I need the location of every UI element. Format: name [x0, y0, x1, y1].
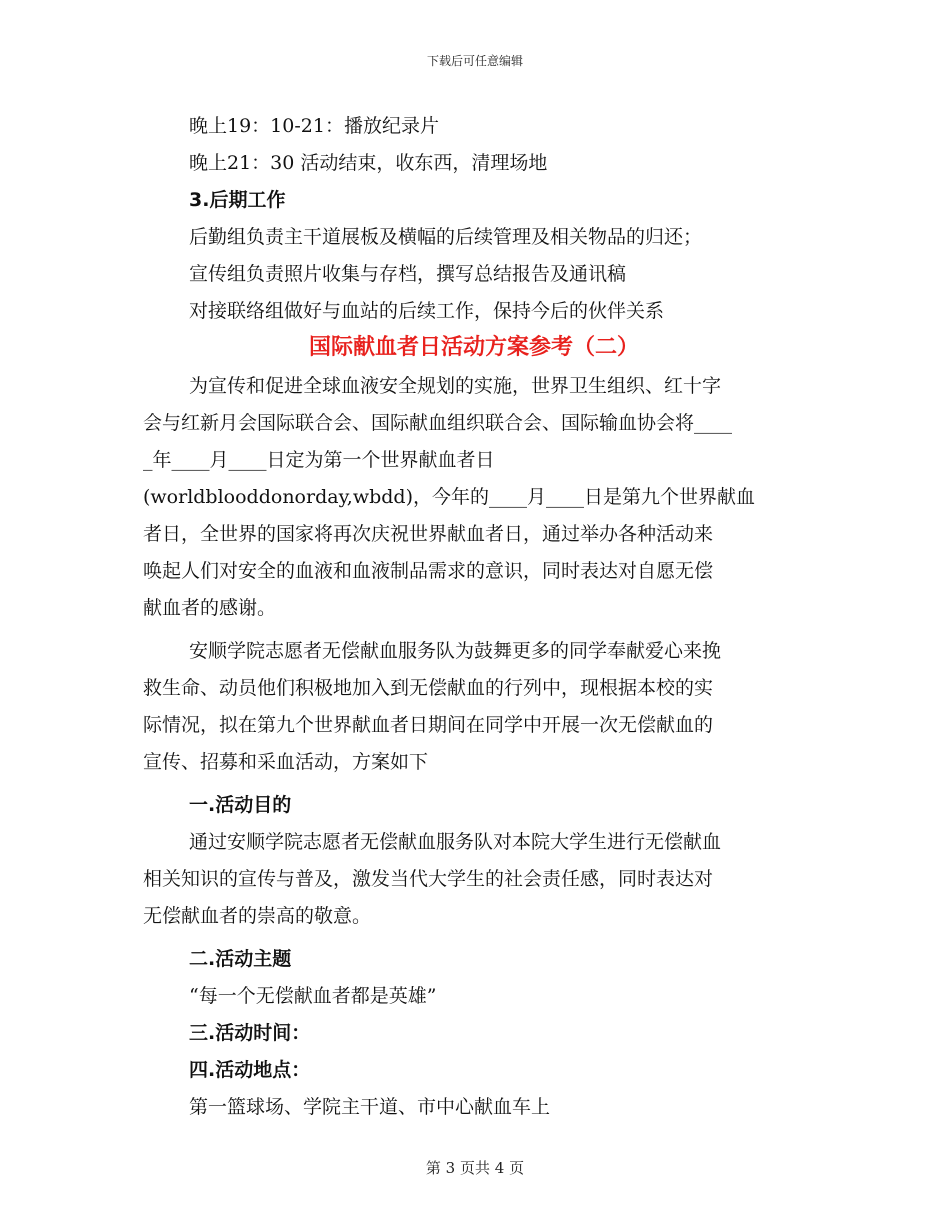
post-work-item: 对接联络组做好与血站的后续工作，保持今后的伙伴关系	[189, 300, 665, 322]
section-heading-purpose: 一.活动目的	[189, 794, 292, 816]
document-body	[143, 108, 805, 1126]
purpose-line: 无偿献血者的崇高的敬意。	[143, 905, 372, 927]
theme-text: “每一个无偿献血者都是英雄”	[189, 985, 437, 1007]
post-work-item: 后勤组负责主干道展板及横幅的后续管理及相关物品的归还；	[189, 226, 703, 248]
section-heading-location: 四.活动地点：	[189, 1059, 311, 1081]
schedule-line: 晚上19：10-21：播放纪录片	[189, 115, 439, 137]
intro-line: 会与红新月会国际联合会、国际献血组织联合会、国际输血协会将____	[143, 412, 733, 434]
page-header: 下载后可任意编辑	[426, 54, 523, 68]
intro-line: _年____月____日定为第一个世界献血者日	[143, 449, 495, 471]
paragraph-line: 际情况，拟在第九个世界献血者日期间在同学中开展一次无偿献血的	[143, 714, 714, 736]
intro-line: 为宣传和促进全球血液安全规划的实施，世界卫生组织、红十字	[189, 375, 722, 397]
document-title: 国际献血者日活动方案参考（二）	[308, 335, 639, 360]
intro-line: (worldblooddonorday,wbdd)，今年的____月____日是第九个世界献血	[143, 486, 755, 508]
post-work-item: 宣传组负责照片收集与存档，撰写总结报告及通讯稿	[189, 263, 627, 285]
paragraph-line: 安顺学院志愿者无偿献血服务队为鼓舞更多的同学奉献爱心来挽	[189, 640, 722, 662]
page-footer: 第 3 页共 4 页	[425, 1159, 525, 1177]
post-work-heading: 3.后期工作	[189, 189, 286, 211]
intro-line: 者日，全世界的国家将再次庆祝世界献血者日，通过举办各种活动来	[143, 523, 714, 545]
section-heading-theme: 二.活动主题	[189, 948, 292, 970]
section-heading-time: 三.活动时间：	[189, 1022, 311, 1044]
paragraph-line: 救生命、动员他们积极地加入到无偿献血的行列中，现根据本校的实	[143, 677, 714, 699]
intro-line: 献血者的感谢。	[143, 597, 277, 619]
schedule-line: 晚上21：30 活动结束，收东西，清理场地	[189, 152, 548, 174]
paragraph-line: 宣传、招募和采血活动，方案如下	[143, 751, 429, 773]
purpose-line: 通过安顺学院志愿者无偿献血服务队对本院大学生进行无偿献血	[189, 831, 722, 853]
purpose-line: 相关知识的宣传与普及，激发当代大学生的社会责任感，同时表达对	[143, 868, 714, 890]
intro-line: 唤起人们对安全的血液和血液制品需求的意识，同时表达对自愿无偿	[143, 560, 714, 582]
location-text: 第一篮球场、学院主干道、市中心献血车上	[189, 1096, 551, 1118]
